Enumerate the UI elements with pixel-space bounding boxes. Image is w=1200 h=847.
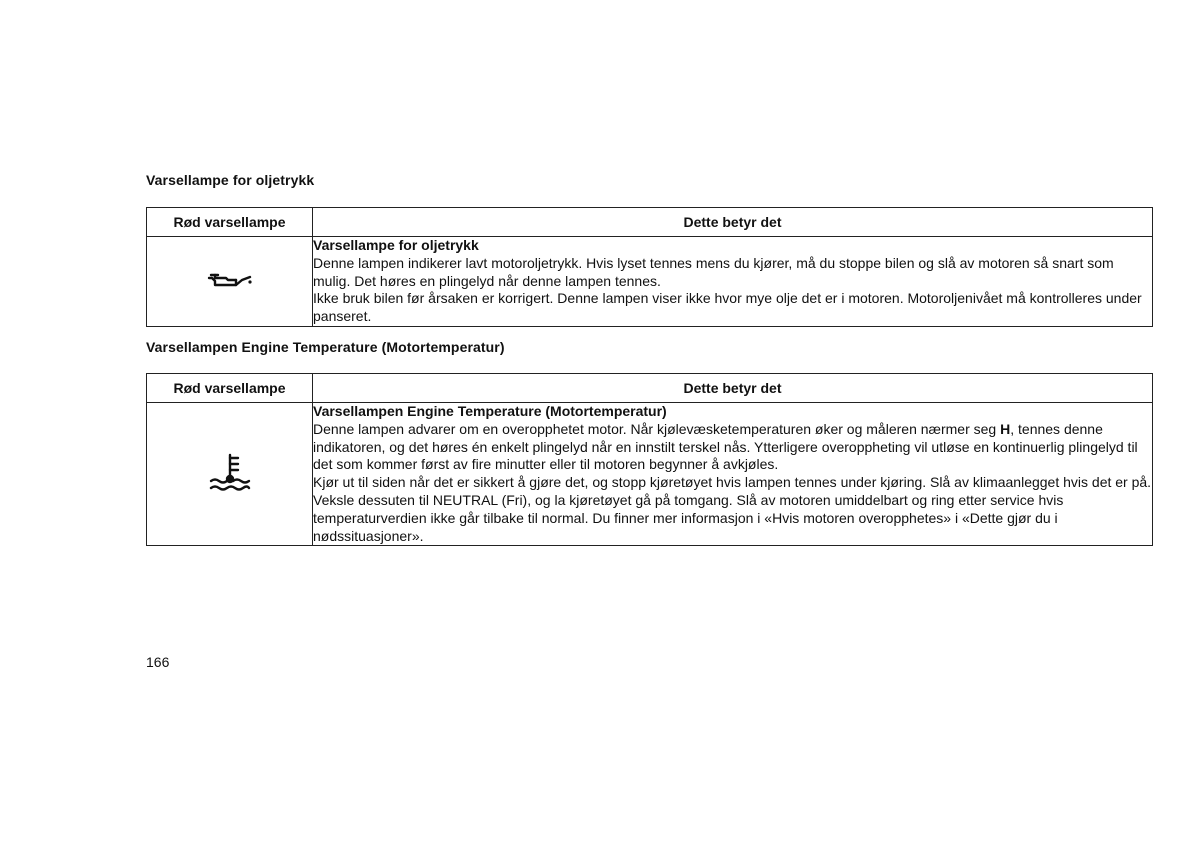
oil-can-icon xyxy=(206,269,254,289)
paragraph-text: , tennes denne indikatoren, og det høres én enkelt plingelyd når en innstilt terskel nås. Ytterligere overoppheting vil utløse en kontinuerlig plingelyd til det som kommer først av fire minutter eller til motoren begynner å avkjøles. xyxy=(313,420,1138,473)
description-cell xyxy=(313,403,1153,546)
page-number: 166 xyxy=(146,654,170,670)
description-cell xyxy=(313,237,1153,327)
warning-title: Varsellampen Engine Temperature (Motortemperatur) xyxy=(313,403,667,419)
lamp-icon-cell xyxy=(147,237,313,327)
table-header-row xyxy=(147,374,1153,403)
description-paragraph: Kjør ut til siden når det er sikkert å gjøre det, og stopp kjøretøyet hvis lampen tennes under kjøring. Slå av klimaanlegget hvis det er på. Veksle dessuten til NEUTRAL (Fri), og la kjøretøyet gå på tomgang. Slå av motoren umiddelbart og ring etter service hvis temperaturverdien ikke går tilbake til normal. Du finner mer informasjon i «Hvis motoren overopphetes» i «Dette gjør du i nødssituasjoner». xyxy=(313,474,1152,544)
column-header-meaning: Dette betyr det xyxy=(313,208,1153,237)
warning-title: Varsellampe for oljetrykk xyxy=(313,237,479,253)
engine-temperature-table xyxy=(146,373,1153,546)
oil-pressure-table xyxy=(146,207,1153,327)
lamp-icon-cell xyxy=(147,403,313,546)
gauge-hot-marker: H xyxy=(1000,420,1011,437)
description-paragraph: Denne lampen indikerer lavt motoroljetrykk. Hvis lyset tennes mens du kjører, må du stoppe bilen og slå av motoren så snart som mulig. Det høres en plingelyd når denne lampen tennes. xyxy=(313,254,1114,289)
table-row xyxy=(147,403,1153,546)
column-header-lamp: Rød varsellampe xyxy=(147,208,313,237)
column-header-meaning: Dette betyr det xyxy=(313,374,1153,403)
section-heading-engine-temperature: Varsellampen Engine Temperature (Motortemperatur) xyxy=(146,339,505,355)
description-paragraph: Ikke bruk bilen før årsaken er korrigert. Denne lampen viser ikke hvor mye olje det er i motoren. Motoroljenivået må kontrolleres under panseret. xyxy=(313,290,1142,325)
coolant-temperature-icon xyxy=(208,452,252,492)
section-heading-oil-pressure: Varsellampe for oljetrykk xyxy=(146,172,315,188)
table-header-row xyxy=(147,208,1153,237)
description-paragraph xyxy=(313,421,1152,474)
paragraph-text: Denne lampen advarer om en overopphetet motor. Når kjølevæsketemperaturen øker og måleren nærmer seg xyxy=(313,420,1001,437)
table-row xyxy=(147,237,1153,327)
column-header-lamp: Rød varsellampe xyxy=(147,374,313,403)
